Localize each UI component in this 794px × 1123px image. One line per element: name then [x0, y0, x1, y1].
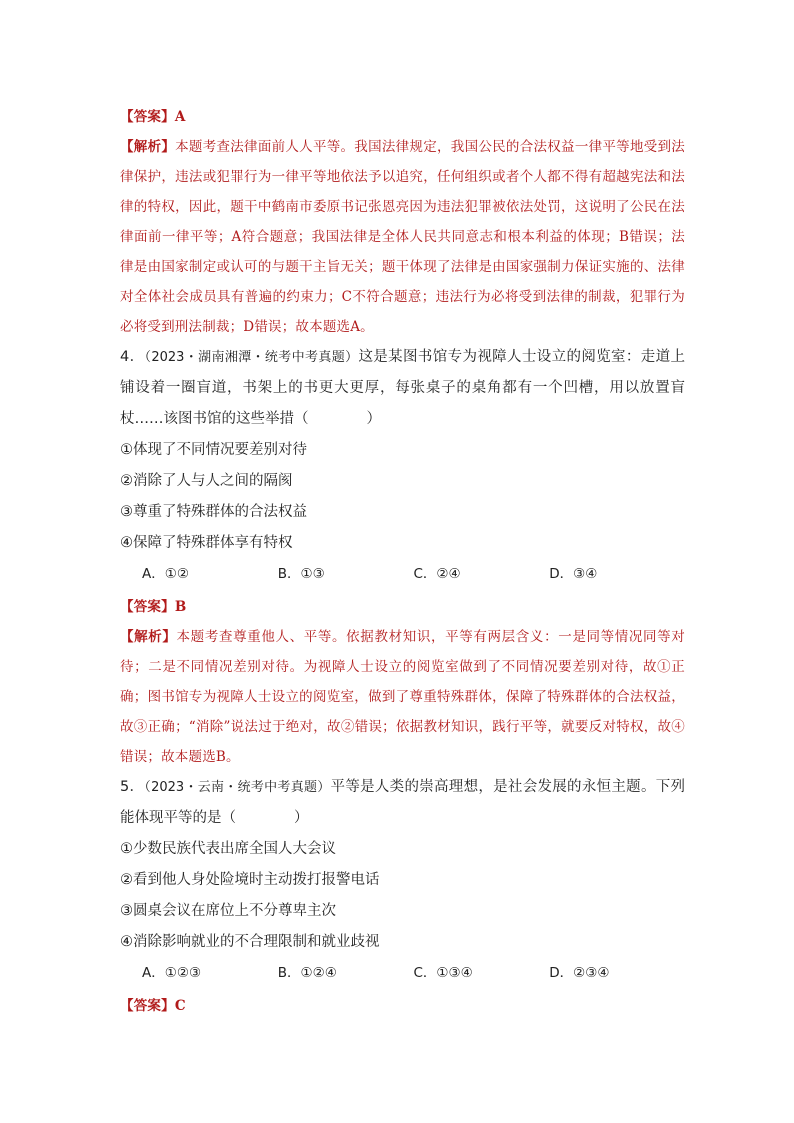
question-number: 5． [120, 779, 145, 795]
answer-tag: 【答案】 [120, 599, 175, 615]
question-source: （2023・云南・统考中考真题） [144, 780, 331, 795]
choice-a: A．①②③ [142, 965, 202, 981]
q4-analysis [120, 622, 685, 772]
answer-tag: 【答案】 [120, 998, 175, 1014]
q5-item-2: ②看到他人身处险境时主动拨打报警电话 [120, 872, 380, 888]
question-stem: 平等是人类的崇高理想，是社会发展的永恒主题。下列能体现平等的是（ ） [120, 779, 686, 826]
answer-value: C [174, 998, 186, 1014]
q4-item-1: ①体现了不同情况要差别对待 [120, 442, 307, 458]
choice-c: C．②④ [413, 566, 461, 582]
choice-d: D．③④ [549, 566, 598, 582]
answer-value: A [174, 109, 186, 125]
document-page [120, 100, 685, 1021]
choice-a: A．①② [142, 566, 189, 582]
q5-item-3: ③圆桌会议在席位上不分尊卑主次 [120, 903, 336, 919]
q5-stem [120, 772, 685, 834]
q3-analysis [120, 132, 685, 342]
choice-b: B．①②④ [277, 965, 337, 981]
q4-answer [120, 592, 685, 622]
q4-stem [120, 342, 685, 435]
q5-item-4: ④消除影响就业的不合理限制和就业歧视 [120, 934, 380, 950]
choice-c: C．①③④ [413, 965, 473, 981]
q4-item-3: ③尊重了特殊群体的合法权益 [120, 504, 307, 520]
q5-item-1: ①少数民族代表出席全国人大会议 [120, 841, 336, 857]
answer-tag: 【答案】 [120, 109, 175, 125]
q5-choices [120, 958, 685, 989]
analysis-text: 本题考查法律面前人人平等。我国法律规定，我国公民的合法权益一律平等地受到法律保护，违法或犯罪行为一律平等地依法予以追究，任何组织或者个人都不得有超越宪法和法律的特权，因此，题干中鹤南市委原书记张恩亮因为违法犯罪被依法处罚，这说明了公民在法律面前一律平等；A符合题意；我国法律是全体人民共同意志和根本利益的体现；B错误；法律是由国家制定或认可的与题干主旨无关；题干体现了法律是由国家强制力保证实施的、法律对全体社会成员具有普遍的约束力；C不符合题意；违法行为必将受到法律的制裁，犯罪行为必将受到刑法制裁；D错误；故本题选A。 [120, 139, 685, 335]
analysis-text: 本题考查尊重他人、平等。依据教材知识，平等有两层含义：一是同等情况同等对待；二是不同情况差别对待。为视障人士设立的阅览室做到了不同情况要差别对待，故①正确；图书馆专为视障人士设立的阅览室，做到了尊重特殊群体，保障了特殊群体的合法权益，故③正确；“消除”说法过于绝对，故②错误；依据教材知识，践行平等，就要反对特权，故④错误；故本题选B。 [120, 629, 685, 765]
question-number: 4． [120, 349, 145, 365]
choice-d: D．②③④ [549, 965, 610, 981]
q3-answer [120, 102, 685, 132]
choice-b: B．①③ [277, 566, 325, 582]
q4-choices [120, 559, 685, 590]
question-stem: 这是某图书馆专为视障人士设立的阅览室：走道上铺设着一圈盲道，书架上的书更大更厚，每张桌子的桌角都有一个凹槽，用以放置盲杖……该图书馆的这些举措（ ） [120, 349, 685, 427]
q4-item-2: ②消除了人与人之间的隔阂 [120, 473, 293, 489]
analysis-tag: 【解析】 [120, 139, 176, 155]
analysis-tag: 【解析】 [120, 629, 177, 645]
q5-answer [120, 991, 685, 1021]
q4-item-4: ④保障了特殊群体享有特权 [120, 535, 293, 551]
answer-value: B [174, 599, 187, 615]
question-source: （2023・湖南湘潭・统考中考真题） [144, 350, 359, 365]
